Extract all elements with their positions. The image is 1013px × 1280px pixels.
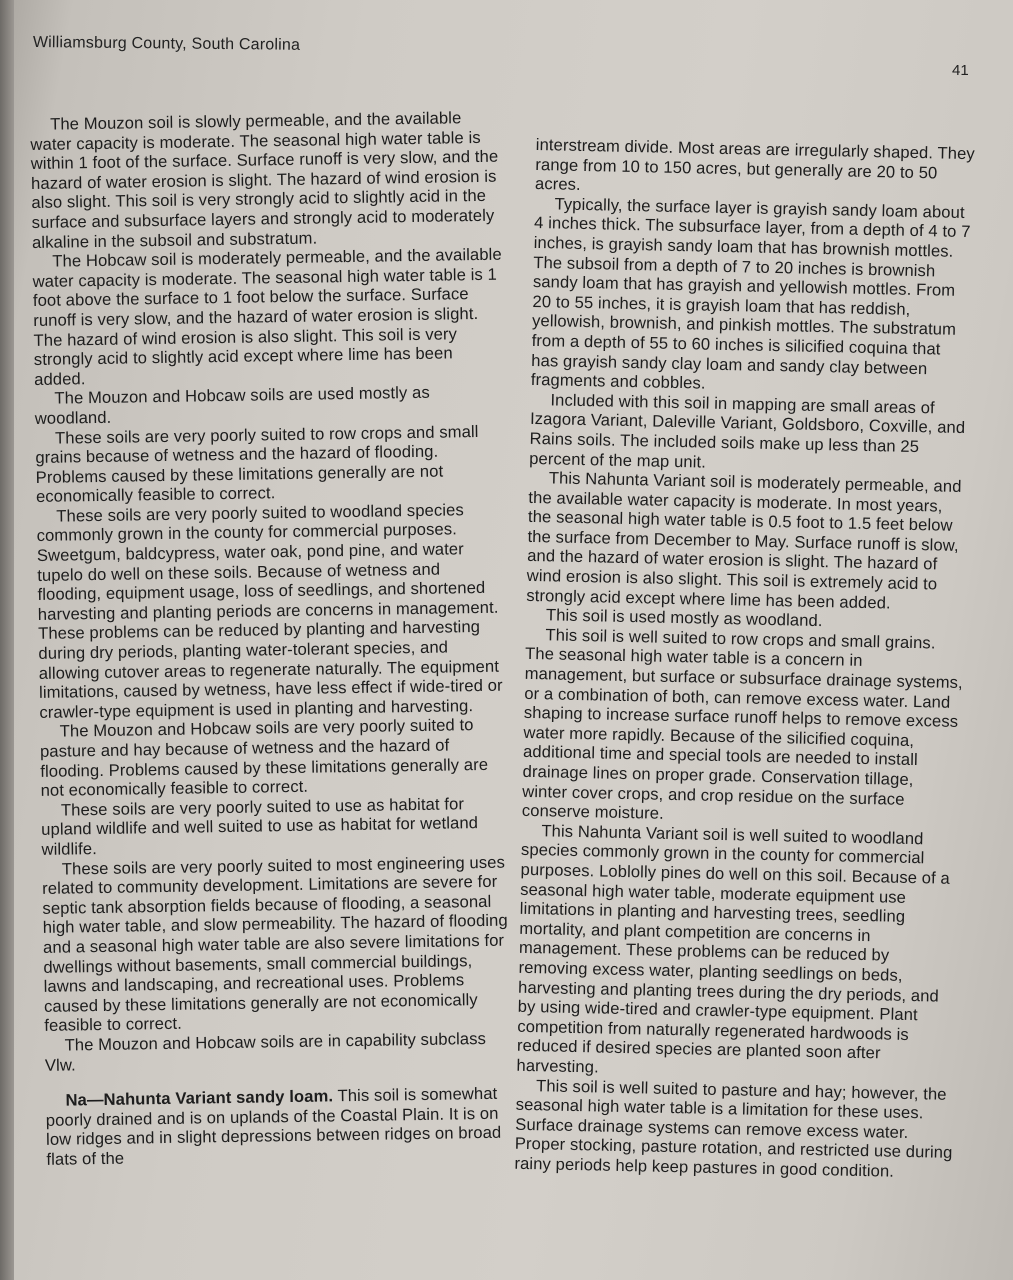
map-unit-title: Na—Nahunta Variant sandy loam. xyxy=(65,1086,334,1110)
paragraph: These soils are very poorly suited to use as habitat for upland wildlife and well suited to use as habitat for wetland wildlife. xyxy=(41,794,479,859)
page-binding-edge xyxy=(0,0,14,1280)
map-unit-paragraph xyxy=(45,1084,516,1170)
left-column xyxy=(30,108,517,1170)
paragraph: This soil is well suited to pasture and hay; however, the seasonal high water table is a limitation for these uses. Surface drainage systems can remove excess water. Proper stocking, pasture rotation, and restricted use during rainy periods help keep pastures in good condition. xyxy=(514,1075,953,1181)
paragraph: The Mouzon and Hobcaw soils are very poorly suited to pasture and hay because of wetness and the hazard of flooding. Problems caused by these limitations generally are not economically feasible to correct. xyxy=(39,715,489,801)
paragraph: This Nahunta Variant soil is well suited to woodland species commonly grown in the county for commercial purposes. Loblolly pines do well on this soil. Because of a seasonal high water table, moderate equipment use limitations in planting and harvesting trees, seedling mortality, and plant competition are concerns in management. These problems can be reduced by removing excess water, planting seedlings on beds, harvesting and planting trees during the dry periods, and by using wide-tired and crawler-type equipment. Plant competition from naturally regenerated hardwoods is reduced if desired species are planted soon after harvesting. xyxy=(516,821,951,1077)
running-head: Williamsburg County, South Carolina xyxy=(32,34,301,54)
paragraph: The Mouzon and Hobcaw soils are in capability subclass Vlw. xyxy=(44,1028,487,1075)
page-number: 41 xyxy=(952,62,969,79)
paragraph: Typically, the surface layer is grayish sandy loam about 4 inches thick. The subsurface layer, from a depth of 4 to 7 inches, is grayish sandy loam that has brownish mottles. The subsoil from a depth of 7 to 20 inches is brownish sandy loam that has grayish and yellowish mottles. From 20 to 55 inches, it is grayish loam that has reddish, yellowish, brownish, and pinkish mottles. The substratum from a depth of 55 to 60 inches is silicified coquina that has grayish sandy clay loam and sandy clay between fragments and cobbles. xyxy=(530,194,971,393)
paragraph: The Mouzon and Hobcaw soils are used mostly as woodland. xyxy=(34,383,430,428)
paragraph: These soils are very poorly suited to woodland species commonly grown in the county for commercial purposes. Sweetgum, baldcypress, water oak, pond pine, and water tupelo do well on these soils. Because of wetness and flooding, equipment usage, loss of seedlings, and shortened harvesting and planting periods are concerns in management. These problems can be reduced by planting and harvesting during dry periods, planting water-tolerant species, and allowing cutover areas to regenerate naturally. The equipment limitations, caused by wetness, have less effect if wide-tired or crawler-type equipment is used in planting and harvesting. xyxy=(36,500,503,722)
paragraph: This soil is used mostly as woodland. xyxy=(545,605,823,631)
map-unit-text: This soil is somewhat poorly drained and is on uplands of the Coastal Plain. It is on low ridges and in slight depressions between ridges on broad flats of the xyxy=(45,1083,502,1169)
paragraph: These soils are very poorly suited to row crops and small grains because of wetness and the hazard of flooding. Problems caused by these limitations generally are not economically feasible to correct. xyxy=(35,421,479,507)
paragraph: These soils are very poorly suited to most engineering uses related to community development. Limitations are severe for septic tank absorption fields because of flooding, a seasonal high water table, and slow permeability. The hazard of flooding and a seasonal high water table are also severe limitations for dwellings without basements, small commercial buildings, lawns and landscaping, and recreational uses. Problems caused by these limitations generally are not economically feasible to correct. xyxy=(42,852,508,1036)
continued-paragraph: interstream divide. Most areas are irregularly shaped. They range from 10 to 150 acres, but generally are 20 to 50 acres. xyxy=(534,135,975,195)
paragraph: The Hobcaw soil is moderately permeable, and the available water capacity is moderate. The seasonal high water table is 1 foot above the surface to 1 foot below the surface. Surface runoff is very slow, and the hazard of water erosion is slight. The hazard of wind erosion is also slight. This soil is very strongly acid to slightly acid except where lime has been added. xyxy=(32,244,502,389)
paragraph: The Mouzon soil is slowly permeable, and the available water capacity is moderate. The seasonal high water table is within 1 foot of the surface. Surface runoff is very slow, and the hazard of water erosion is slight. The hazard of wind erosion is also slight. This soil is very strongly acid to slightly acid in the surface and subsurface layers and strongly acid to moderately alkaline in the subsoil and substratum. xyxy=(30,108,499,252)
paragraph: This soil is well suited to row crops and small grains. The seasonal high water table is a concern in management, but surface or subsurface drainage systems, or a combination of both, can remove excess water. Land shaping to increase surface runoff helps to remove excess water more rapidly. Because of the silicified coquina, additional time and special tools are needed to install drainage lines on proper grade. Conservation tillage, winter cover crops, and crop residue on the surface conserve moisture. xyxy=(521,625,963,824)
right-column xyxy=(514,135,976,1182)
paragraph: This Nahunta Variant soil is moderately permeable, and the available water capacity is moderate. In most years, the seasonal high water table is 0.5 foot to 1.5 feet below the surface from December to May. Surface runoff is slow, and the hazard of water erosion is slight. The hazard of wind erosion is also slight. This soil is extremely acid to strongly acid except where lime has been added. xyxy=(526,468,962,613)
paragraph: Included with this soil in mapping are small areas of Izagora Variant, Daleville Variant, Goldsboro, Coxville, and Rains soils. The included soils make up less than 25 percent of the map unit. xyxy=(529,390,966,472)
